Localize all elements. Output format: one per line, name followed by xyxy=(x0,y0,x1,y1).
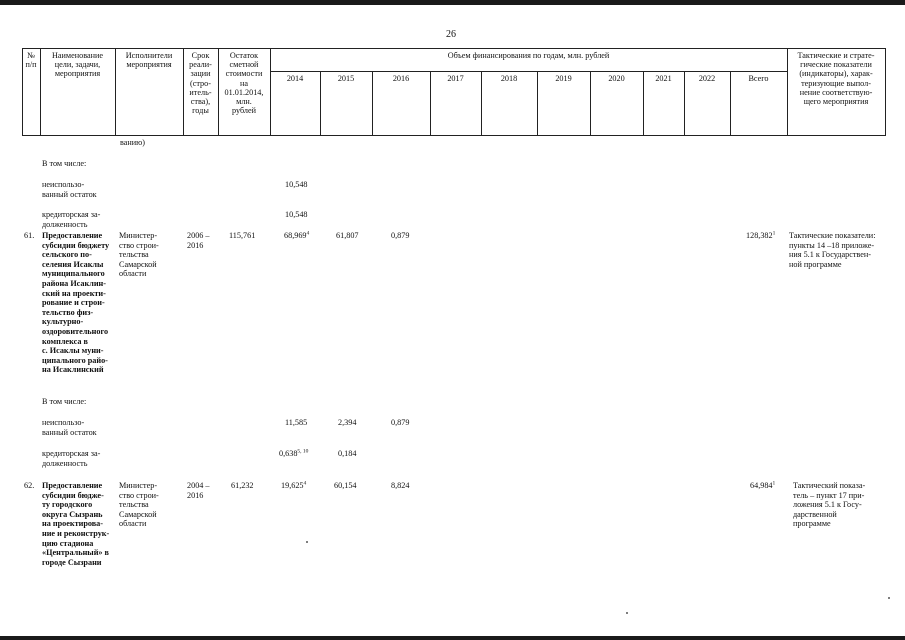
header-year: 2016 xyxy=(392,74,410,83)
scan-bottom-border xyxy=(0,636,905,640)
header-year: 2022 xyxy=(698,74,716,83)
header-year-total: Всего xyxy=(748,74,769,83)
including-label: В том числе: xyxy=(42,159,87,168)
scan-speck xyxy=(888,597,890,599)
cell-2015: 0,184 xyxy=(338,449,357,458)
cell-2014: 10,548 xyxy=(285,180,308,189)
header-year: 2017 xyxy=(447,74,464,83)
indicators: Тактический показа- тель – пункт 17 при- ложения 5.1 к Госу- дарственной программе xyxy=(793,481,866,529)
measure-name: Предоставление субсидии бюджету сельского по- селения Исаклы муниципального района Исаклин- ский на проекти- рование и строи- тельство физ- культурно- оздоровительного комплекса в с. Исаклы муни- ципального райо- на Исаклинский xyxy=(42,231,110,375)
unused-balance-label: неиспользо- ванный остаток xyxy=(42,418,97,437)
balance: 61,232 xyxy=(231,481,254,490)
cell-2014: 11,585 xyxy=(285,418,308,427)
executor: Министер- ство строи- тельства Самарской области xyxy=(119,481,159,529)
measure-name: Предоставление субсидии бюдже- ту городского округа Сызрань на проектирова- ние и реконструк- цию стадиона «Центральный» в городе Сызрани xyxy=(42,481,110,567)
cell-2016: 0,879 xyxy=(391,231,410,240)
years-top-line xyxy=(270,71,787,72)
cell-2014: 0,638$^{5, 10}$ xyxy=(279,448,309,458)
unused-balance-label: неиспользо- ванный остаток xyxy=(42,180,97,199)
header-year: 2018 xyxy=(500,74,518,83)
header-executors: Исполнители мероприятия xyxy=(125,51,173,70)
header-year: 2014 xyxy=(286,74,304,83)
creditor-debt-label: кредиторская за- долженность xyxy=(42,210,101,229)
header-year: 2021 xyxy=(655,74,672,83)
col-line xyxy=(270,48,271,136)
term: 2004 – 2016 xyxy=(187,481,210,500)
row-number: 61. xyxy=(24,231,35,240)
header-indicators: Тактические и страте- гические показатели (индикаторы), харак- теризующие выпол- нение соответствую- щего мероприятия xyxy=(797,51,875,107)
header-term: Срок реали- зации (стро- итель- ства), годы xyxy=(189,51,212,116)
cell-2015: 2,394 xyxy=(338,418,357,427)
header-year: 2019 xyxy=(555,74,572,83)
header-balance: Остаток сметной стоимости на 01.01.2014, млн. рублей xyxy=(224,51,264,116)
creditor-debt-label: кредиторская за- долженность xyxy=(42,449,101,468)
cell-2015: 60,154 xyxy=(334,481,357,490)
scan-speck xyxy=(306,541,308,543)
term: 2006 – 2016 xyxy=(187,231,210,250)
page-number: 26 xyxy=(446,29,456,40)
header-year: 2020 xyxy=(608,74,625,83)
indicators: Тактические показатели: пункты 14 –18 приложе- ния 5.1 к Государствен- ной программе xyxy=(789,231,876,269)
header-num: № п/п xyxy=(25,51,37,70)
carry-over-text: ванию) xyxy=(120,138,145,147)
cell-2014: 19,625$^4$ xyxy=(281,480,307,490)
including-label: В том числе: xyxy=(42,397,87,406)
scan-speck xyxy=(626,612,628,614)
balance: 115,761 xyxy=(229,231,256,240)
executor: Министер- ство строи- тельства Самарской области xyxy=(119,231,159,279)
cell-total: 128,382$^1$ xyxy=(746,230,776,240)
row-number: 62. xyxy=(24,481,35,490)
cell-total: 64,984$^1$ xyxy=(750,480,776,490)
header-top-line xyxy=(22,48,886,49)
scan-top-border xyxy=(0,0,905,5)
col-line xyxy=(885,48,886,136)
cell-2014: 68,969$^4$ xyxy=(284,230,310,240)
header-bottom-line xyxy=(22,135,886,136)
cell-2016: 8,824 xyxy=(391,481,410,490)
header-year: 2015 xyxy=(337,74,355,83)
cell-2016: 0,879 xyxy=(391,418,410,427)
header-name: Наименование цели, задачи, мероприятия xyxy=(51,51,103,79)
cell-2014: 10,548 xyxy=(285,210,308,219)
cell-2015: 61,807 xyxy=(336,231,359,240)
header-funding: Объем финансирования по годам, млн. рублей xyxy=(447,51,610,60)
